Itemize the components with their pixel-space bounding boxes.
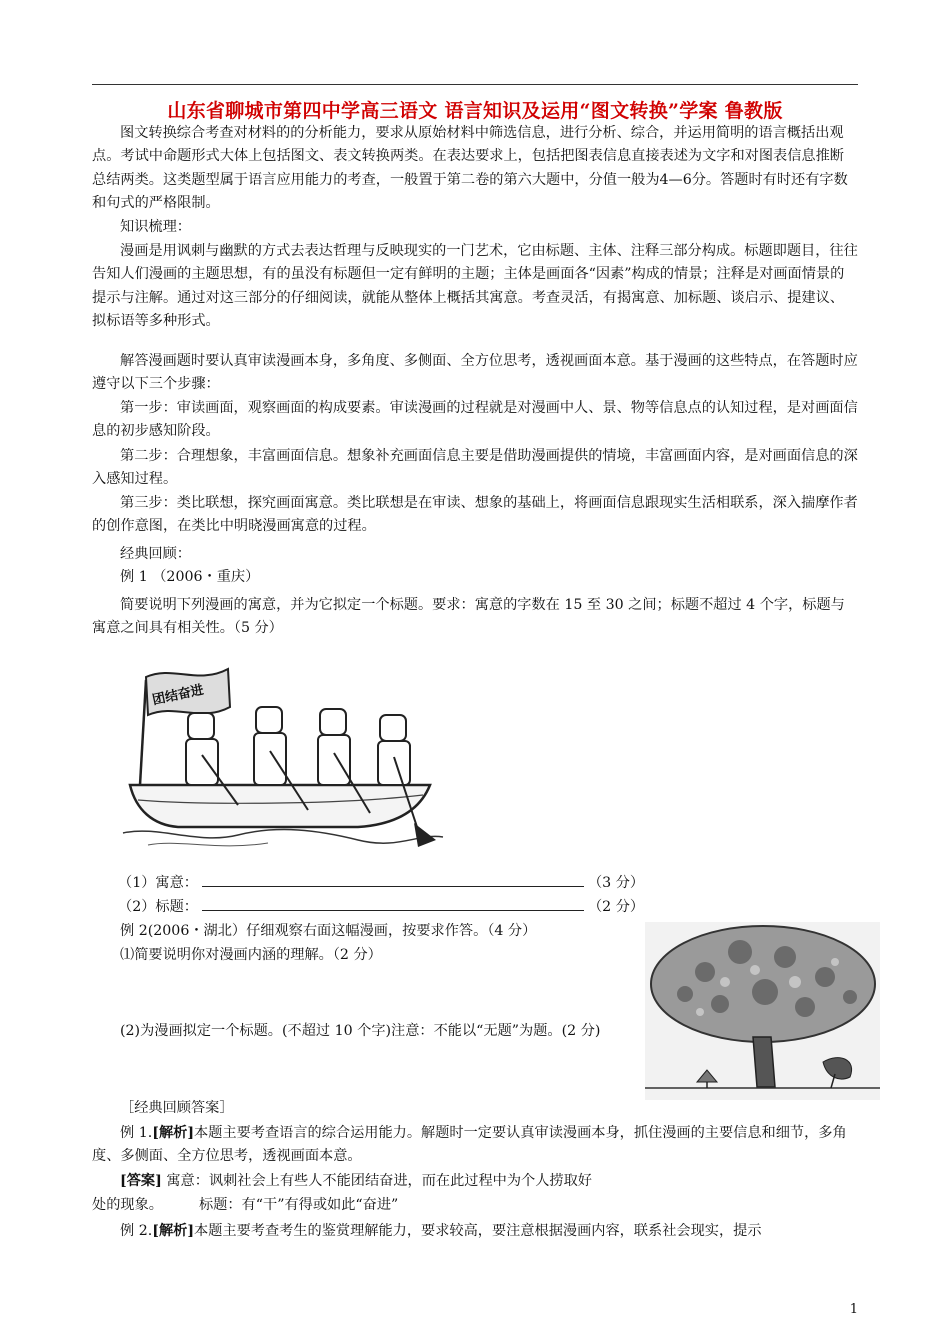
- answer-1-answer-line-1: [92, 1170, 858, 1193]
- example-1-q2-blank[interactable]: [202, 896, 584, 911]
- example-1-q1-label: （1）寓意：: [118, 875, 198, 891]
- example-1-q1-score: （3 分）: [587, 875, 645, 891]
- answer-2-analysis-text: 本题主要考查考生的鉴赏理解能力，要求较高，要注意根据漫画内容，联系社会现实，提示: [194, 1223, 762, 1239]
- cartoon-flag-text: 团结奋进: [151, 682, 206, 709]
- answer-2-analysis: [92, 1220, 858, 1243]
- answer-1-prefix: 例 1.: [120, 1125, 153, 1141]
- example-2-label: 例 2(2006・湖北）仔细观察右面这幅漫画，按要求作答。（4 分）: [120, 923, 537, 939]
- answers-heading: ［经典回顾答案］: [120, 1100, 234, 1116]
- example-2-q2: (2)为漫画拟定一个标题。(不超过 10 个字)注意：不能以“无题”为题。(2 分): [120, 1023, 601, 1039]
- rowing-boat-cartoon: [118, 655, 448, 855]
- example-1-q2-score: （2 分）: [587, 899, 645, 915]
- header-rule: [92, 84, 858, 85]
- example-1-question: 简要说明下列漫画的寓意，并为它拟定一个标题。要求：寓意的字数在 15 至 30 之间；标题不超过 4 个字，标题与寓意之间具有相关性。（5 分）: [92, 597, 845, 637]
- page-number: 1: [849, 1302, 858, 1317]
- answer-1-analysis-tag: [解析]: [152, 1125, 195, 1141]
- knowledge-paragraph-1: 漫画是用讽刺与幽默的方式去表达哲理与反映现实的一门艺术，它由标题、主体、注释三部分构成。标题即题目，往往告知人们漫画的主题思想，有的虽没有标题但一定有鲜明的主题；主体是画面各“因素”构成的情景；注释是对画面情景的提示与注解。通过对这三部分的仔细阅读，就能从整体上概括其寓意。考查灵活，有揭寓意、加标题、谈启示、提建议、拟标语等多种形式。: [92, 243, 858, 330]
- classic-heading: 经典回顾：: [120, 546, 191, 562]
- step-2: 第二步：合理想象，丰富画面信息。想象补充画面信息主要是借助漫画提供的情境，丰富画面内容，是对画面信息的深入感知过程。: [92, 448, 858, 488]
- intro-paragraph: 图文转换综合考查对材料的的分析能力，要求从原始材料中筛选信息，进行分析、综合，并运用简明的语言概括出观点。考试中命题形式大体上包括图文、表文转换两类。在表达要求上，包括把图表信息直接表述为文字和对图表信息推断总结两类。这类题型属于语言应用能力的考查，一般置于第二卷的第六大题中，分值一般为4—6分。答题时有时还有字数和句式的严格限制。: [92, 125, 848, 212]
- answer-2-analysis-tag: [解析]: [152, 1223, 195, 1239]
- example-1-q1-line: [118, 872, 644, 894]
- example-2-q1: ⑴简要说明你对漫画内涵的理解。（2 分）: [120, 947, 382, 963]
- answer-1-answer-text: 寓意：讽刺社会上有些人不能团结奋进，而在此过程中为个人捞取好: [166, 1173, 592, 1189]
- step-1: 第一步：审读画面，观察画面的构成要素。审读漫画的过程就是对漫画中人、景、物等信息点的认知过程，是对画面信息的初步感知阶段。: [92, 400, 858, 440]
- document-title: 山东省聊城市第四中学高三语文 语言知识及运用“图文转换”学案 鲁教版: [167, 100, 783, 122]
- knowledge-heading: 知识梳理：: [120, 219, 191, 235]
- example-1-q2-line: [118, 896, 644, 918]
- answer-2-prefix: 例 2.: [120, 1223, 153, 1239]
- answer-1-analysis: [92, 1122, 858, 1169]
- answer-1-answer-line-2: 处的现象。 标题：有“干”有得或如此“奋进”: [92, 1197, 399, 1213]
- example-1-label: 例 1 （2006・重庆）: [120, 569, 260, 585]
- answer-1-answer-tag: [答案]: [120, 1173, 162, 1189]
- example-1-q2-label: （2）标题：: [118, 899, 198, 915]
- tree-cartoon: [645, 922, 880, 1100]
- answer-1-analysis-text: 本题主要考查语言的综合运用能力。解题时一定要认真审读漫画本身，抓住漫画的主要信息和细节，多角度、多侧面、全方位思考，透视画面本意。: [92, 1125, 847, 1165]
- example-1-q1-blank[interactable]: [202, 872, 584, 887]
- step-3: 第三步：类比联想，探究画面寓意。类比联想是在审读、想象的基础上，将画面信息跟现实生活相联系，深入揣摩作者的创作意图，在类比中明晓漫画寓意的过程。: [92, 495, 858, 535]
- knowledge-paragraph-2: 解答漫画题时要认真审读漫画本身，多角度、多侧面、全方位思考，透视画面本意。基于漫画的这些特点，在答题时应遵守以下三个步骤：: [92, 353, 858, 393]
